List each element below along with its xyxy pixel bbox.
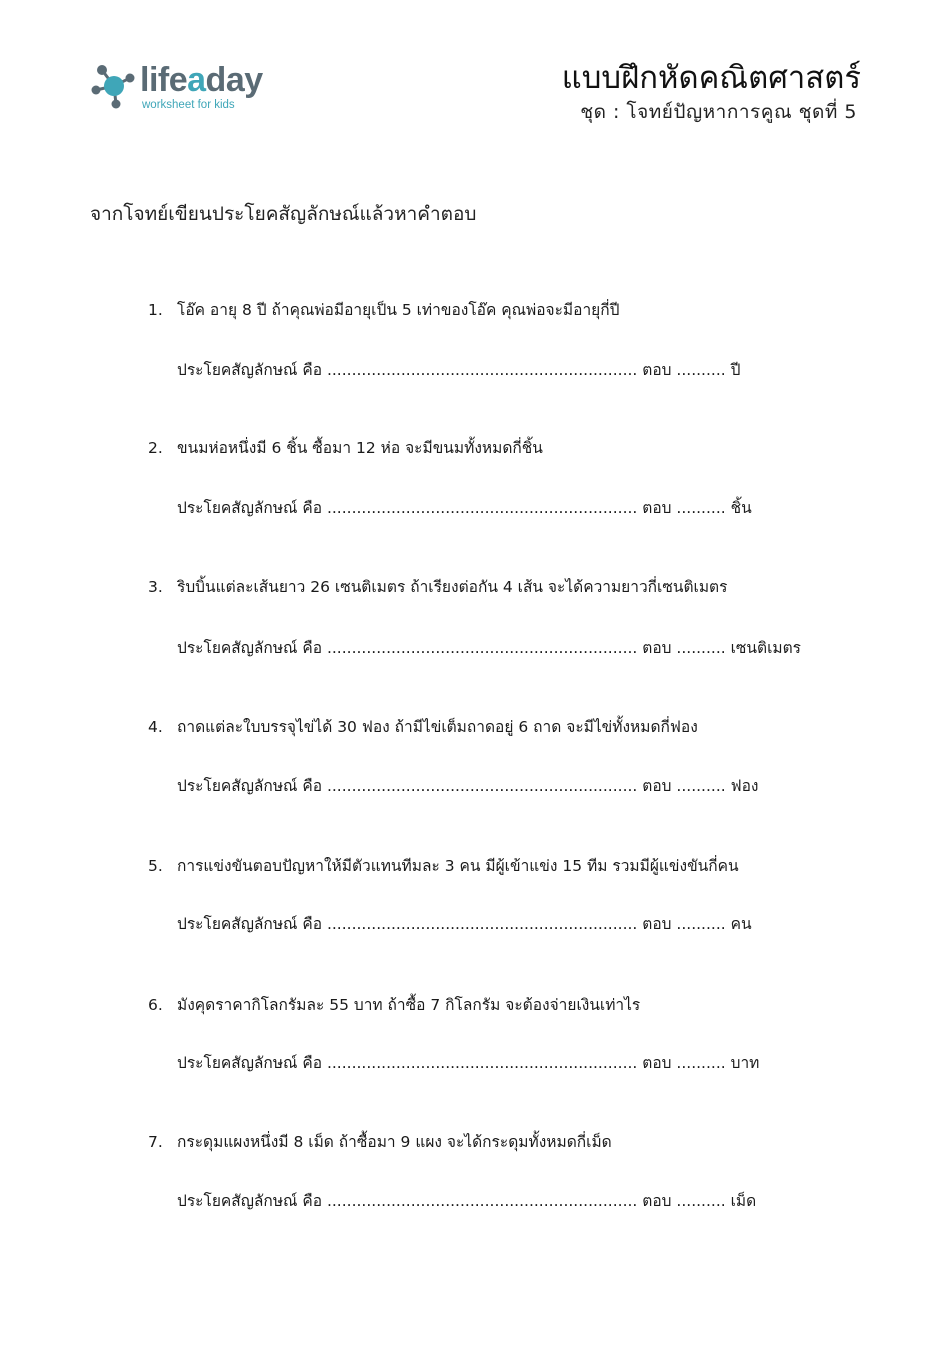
answer-line-3: ประโยคสัญลักษณ์ คือ ............................................................... ตอบ .......... เซนติเมตร <box>177 639 801 657</box>
answer-line-2: ประโยคสัญลักษณ์ คือ ............................................................... ตอบ .......... ชิ้น <box>177 499 752 517</box>
question-number: 7. <box>148 1133 163 1151</box>
question-2 <box>148 437 543 459</box>
question-text: ขนมห่อหนึ่งมี 6 ชิ้น ซื้อมา 12 ห่อ จะมีขนมทั้งหมดกี่ชิ้น <box>177 439 543 457</box>
logo-molecule-icon <box>90 60 138 110</box>
question-text: มังคุดราคากิโลกรัมละ 55 บาท ถ้าซื้อ 7 กิโลกรัม จะต้องจ่ายเงินเท่าไร <box>177 996 641 1014</box>
question-7 <box>148 1131 612 1153</box>
question-6 <box>148 994 640 1016</box>
answer-line-6: ประโยคสัญลักษณ์ คือ ............................................................... ตอบ .......... บาท <box>177 1054 760 1072</box>
answer-line-5: ประโยคสัญลักษณ์ คือ ............................................................... ตอบ .......... คน <box>177 915 752 933</box>
question-number: 5. <box>148 857 163 875</box>
answer-line-7: ประโยคสัญลักษณ์ คือ ............................................................... ตอบ .......... เม็ด <box>177 1192 757 1210</box>
question-number: 1. <box>148 301 163 319</box>
answer-line-1: ประโยคสัญลักษณ์ คือ ............................................................... ตอบ .......... ปี <box>177 361 741 379</box>
lifeaday-logo <box>90 60 290 116</box>
logo-wordmark <box>140 62 263 98</box>
instruction-text: จากโจทย์เขียนประโยคสัญลักษณ์แล้วหาคำตอบ <box>90 203 477 225</box>
question-number: 3. <box>148 578 163 596</box>
page-title: แบบฝึกหัดคณิตศาสตร์ <box>561 60 861 96</box>
answer-line-4: ประโยคสัญลักษณ์ คือ ............................................................... ตอบ .......... ฟอง <box>177 777 759 795</box>
question-5 <box>148 855 739 877</box>
question-number: 4. <box>148 718 163 736</box>
question-text: การแข่งขันตอบปัญหาให้มีตัวแทนทีมละ 3 คน มีผู้เข้าแข่ง 15 ทีม รวมมีผู้แข่งขันกี่คน <box>177 857 739 875</box>
question-text: ถาดแต่ละใบบรรจุไข่ได้ 30 ฟอง ถ้ามีไข่เต็มถาดอยู่ 6 ถาด จะมีไข่ทั้งหมดกี่ฟอง <box>177 718 698 736</box>
logo-wordmark-end: day <box>205 61 263 99</box>
logo-wordmark-main: life <box>140 61 188 99</box>
question-number: 6. <box>148 996 163 1014</box>
question-text: กระดุมแผงหนึ่งมี 8 เม็ด ถ้าซื้อมา 9 แผง จะได้กระดุมทั้งหมดกี่เม็ด <box>177 1133 612 1151</box>
question-1 <box>148 299 619 321</box>
page-subtitle: ชุด : โจทย์ปัญหาการคูณ ชุดที่ 5 <box>580 101 857 123</box>
question-text: โอ๊ค อายุ 8 ปี ถ้าคุณพ่อมีอายุเป็น 5 เท่าของโอ๊ค คุณพ่อจะมีอายุกี่ปี <box>177 301 620 319</box>
logo-wordmark-accent: a <box>187 61 206 99</box>
question-4 <box>148 716 698 738</box>
logo-tagline: worksheet for kids <box>142 99 235 111</box>
question-3 <box>148 576 727 598</box>
question-number: 2. <box>148 439 163 457</box>
question-text: ริบบิ้นแต่ละเส้นยาว 26 เซนติเมตร ถ้าเรียงต่อกัน 4 เส้น จะได้ความยาวกี่เซนติเมตร <box>177 578 728 596</box>
